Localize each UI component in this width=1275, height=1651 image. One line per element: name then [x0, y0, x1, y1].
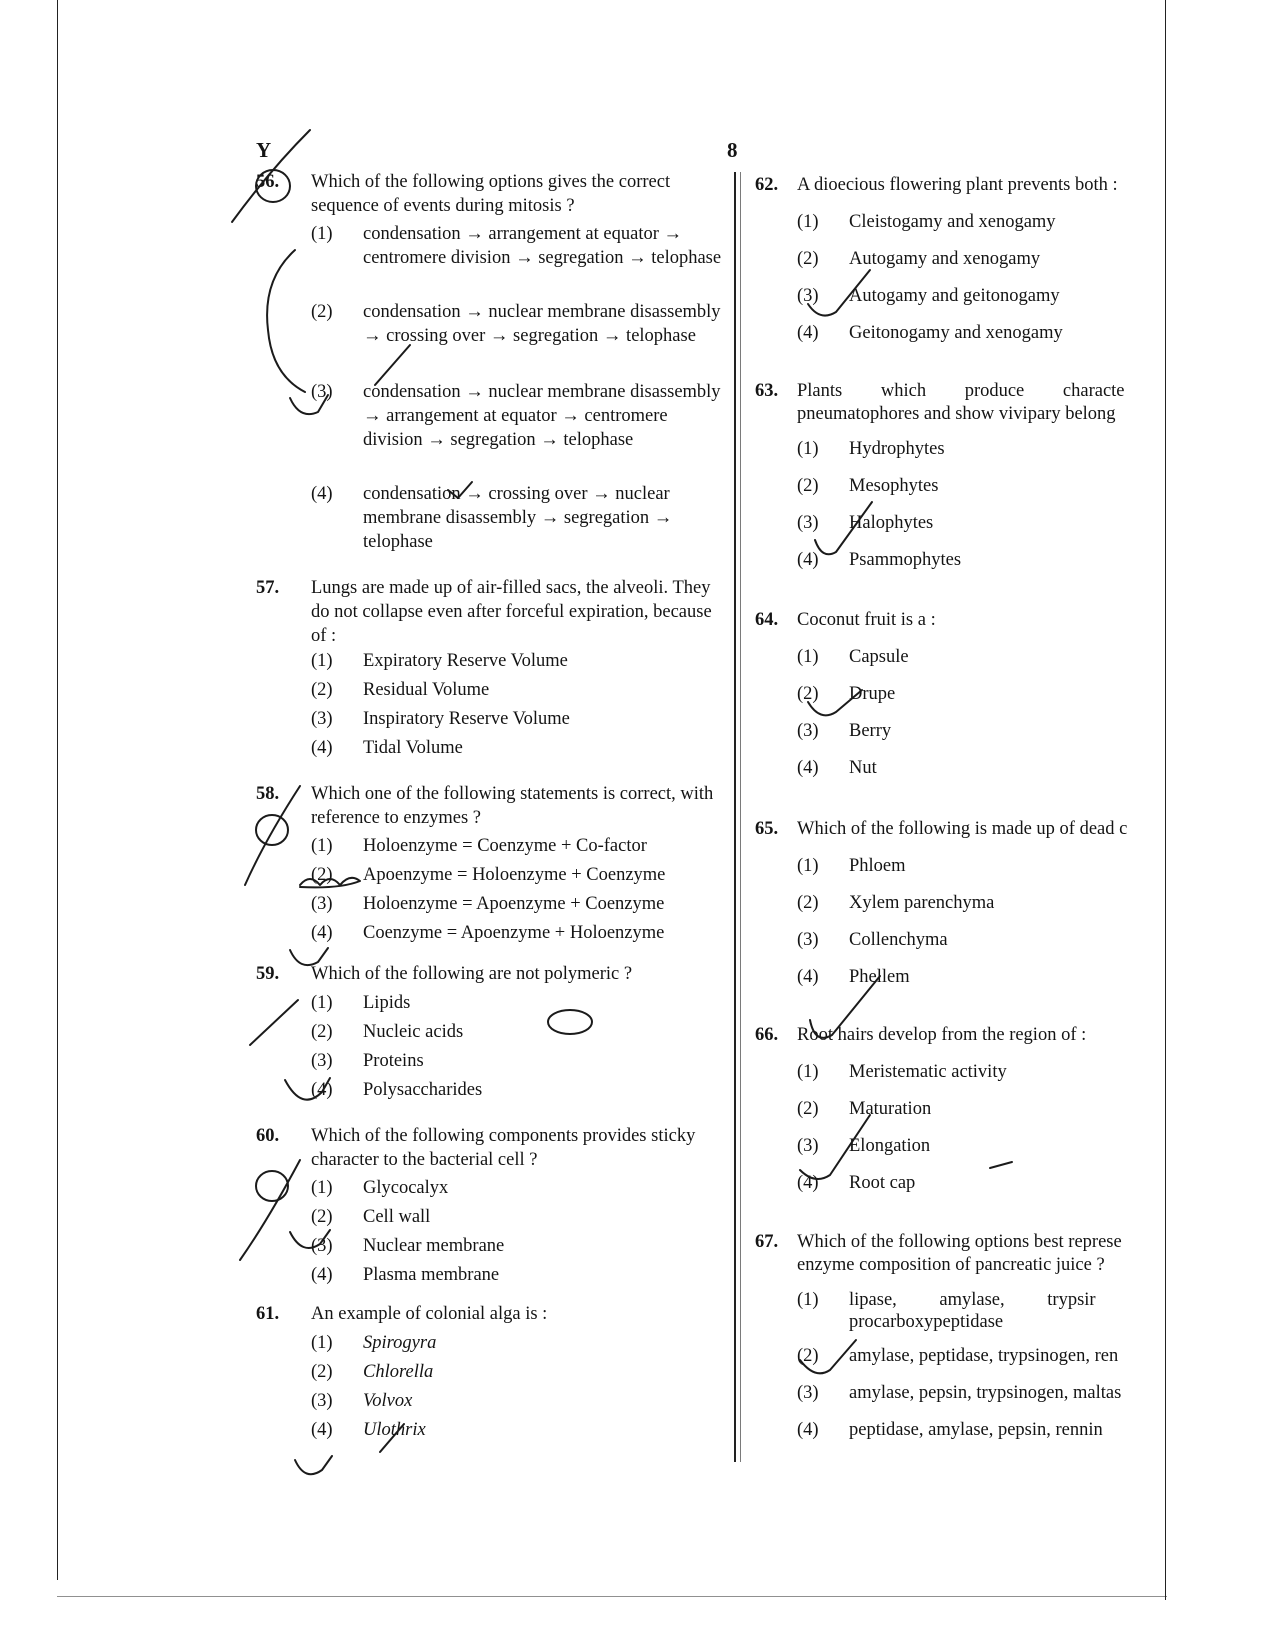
option-text: Coenzyme = Apoenzyme + Holoenzyme — [363, 923, 665, 943]
option-text: Elongation — [849, 1136, 931, 1156]
option-text-line-1: lipase, amylase, trypsir — [849, 1290, 1096, 1310]
option-text: Cell wall — [363, 1207, 431, 1227]
question-number: 64. — [755, 610, 779, 630]
option-text: Phellem — [849, 967, 910, 987]
question-number: 62. — [755, 175, 779, 195]
option-text: Lipids — [363, 993, 411, 1013]
question-text-line-2: enzyme composition of pancreatic juice ? — [797, 1255, 1105, 1275]
question-text: Coconut fruit is a : — [797, 610, 936, 630]
question-text: Which of the following are not polymeric ? — [311, 964, 633, 984]
option-text: Hydrophytes — [849, 439, 945, 459]
question-text: Which of the following components provides sticky character to the bacterial cell ? — [311, 1126, 696, 1170]
question-number: 56. — [256, 172, 280, 192]
question-number: 67. — [755, 1232, 779, 1252]
option-text: Proteins — [363, 1051, 424, 1071]
option-text: Geitonogamy and xenogamy — [849, 323, 1063, 343]
option-text: Residual Volume — [363, 680, 490, 700]
question-text-line-1: Which of the following options best represe — [797, 1232, 1122, 1252]
option-text: Xylem parenchyma — [849, 893, 995, 913]
option-text: condensation → nuclear membrane disassembly → arrangement at equator → centromere division → segregation → telophase — [363, 382, 721, 450]
set-code: Y — [256, 138, 272, 162]
option-text: Collenchyma — [849, 930, 948, 950]
option-text: condensation → nuclear membrane disassembly → crossing over → segregation → telophase — [363, 302, 721, 346]
option-text: Root cap — [849, 1173, 916, 1193]
left-page-border — [57, 0, 58, 1580]
option-text: condensation → arrangement at equator → centromere division → segregation → telophase — [363, 224, 722, 268]
option-text: Apoenzyme = Holoenzyme + Coenzyme — [363, 865, 666, 885]
question-text: Lungs are made up of air-filled sacs, the alveoli. They do not collapse even after forceful expiration, because of : — [311, 578, 712, 646]
question-number: 58. — [256, 784, 280, 804]
question-number: 57. — [256, 578, 280, 598]
option-text: Psammophytes — [849, 550, 962, 570]
column-divider-left — [734, 172, 736, 1462]
option-text: Tidal Volume — [363, 738, 463, 758]
question-number: 65. — [755, 819, 779, 839]
page-number: 8 — [727, 138, 738, 162]
option-text: Inspiratory Reserve Volume — [363, 709, 570, 729]
option-text: amylase, peptidase, trypsinogen, ren — [849, 1346, 1119, 1366]
option-text: Berry — [849, 721, 892, 741]
option-text: Drupe — [849, 684, 896, 704]
option-text: Maturation — [849, 1099, 932, 1119]
option-text: Ulothrix — [363, 1420, 426, 1440]
option-text: Autogamy and xenogamy — [849, 249, 1041, 269]
question-number: 59. — [256, 964, 280, 984]
question-text-line-1: Plants which produce characte — [797, 381, 1125, 401]
option-text-line-2: procarboxypeptidase — [849, 1312, 1004, 1332]
question-text: Which one of the following statements is correct, with reference to enzymes ? — [311, 784, 714, 828]
option-text: Polysaccharides — [363, 1080, 483, 1100]
option-text: Phloem — [849, 856, 906, 876]
option-text: condensation → crossing over → nuclear membrane disassembly → segregation → telophase — [363, 484, 673, 552]
option-text: Holoenzyme = Apoenzyme + Coenzyme — [363, 894, 665, 914]
question-text: Which of the following options gives the correct sequence of events during mitosis ? — [311, 172, 671, 216]
option-text: Expiratory Reserve Volume — [363, 651, 568, 671]
question-text: A dioecious flowering plant prevents both : — [797, 175, 1118, 195]
question-number: 60. — [256, 1126, 280, 1146]
option-text: Holoenzyme = Coenzyme + Co-factor — [363, 836, 647, 856]
right-page-border — [1165, 0, 1166, 1600]
option-text: Chlorella — [363, 1362, 434, 1382]
option-text: amylase, pepsin, trypsinogen, maltas — [849, 1383, 1122, 1403]
option-text: peptidase, amylase, pepsin, rennin — [849, 1420, 1103, 1440]
column-divider-right — [740, 172, 741, 1462]
question-text: Which of the following is made up of dead c — [797, 819, 1128, 839]
question-text: An example of colonial alga is : — [311, 1304, 548, 1324]
option-text: Capsule — [849, 647, 909, 667]
option-text: Halophytes — [849, 513, 934, 533]
option-text: Glycocalyx — [363, 1178, 449, 1198]
option-text: Spirogyra — [363, 1333, 437, 1353]
question-text: Root hairs develop from the region of : — [797, 1025, 1087, 1045]
option-text: Nut — [849, 758, 877, 778]
left-column: 56. Which of the following options gives the correct sequence of events during mitosis ? (1) condensation → arrangement at equator → centromere division → segregation → telophase (2) condensation → nuclear membrane disassembly → crossing over → segregation → telophase (3) condensation → nuclear membrane disassembly → arrangement at equator → centromere division → segregation → telophase (4) condensation → crossing over → nuclear membrane disassembly → segregation → telophase 57. Lungs are made up of air-filled sacs, the alveoli. They do not collapse even after forceful expiration, because of : (1) Expiratory Reserve Volume (2) Residual Volume (3) Inspiratory Reserve Volume (4) Tidal Volume 58. Which one of the following statements is correct, with reference to enzymes ? (1) Holoenzyme = Coenzyme + Co-factor (2) Apoenzyme = Holoenzyme + Coenzyme (3) Holoenzyme = Apoenzyme + Coenzyme (4) Coenzyme = Apoenzyme + Holoenzyme 59. Which of the following are not polymeric ? (1) Lipids (2) Nucleic acids (3) Proteins (4) Polysaccharides 60. Which of the following components provides sticky character to the bacterial cell ? (1) Glycocalyx (2) Cell wall (3) Nuclear membrane (4) Plasma membrane 61. An example of colonial alga is : (1) Spirogyra (2) Chlorella (3) Volvox (4) Ulothrix — [256, 172, 722, 1440]
option-text: Nucleic acids — [363, 1022, 464, 1042]
option-text: Mesophytes — [849, 476, 939, 496]
option-text: Plasma membrane — [363, 1265, 500, 1285]
question-number: 63. — [755, 381, 779, 401]
option-text: Nuclear membrane — [363, 1236, 505, 1256]
option-text: Cleistogamy and xenogamy — [849, 212, 1056, 232]
option-text: Volvox — [363, 1391, 413, 1411]
question-number: 61. — [256, 1304, 280, 1324]
question-number: 66. — [755, 1025, 779, 1045]
option-text: Autogamy and geitonogamy — [849, 286, 1060, 306]
question-text-line-2: pneumatophores and show vivipary belong — [797, 404, 1116, 424]
option-text: Meristematic activity — [849, 1062, 1007, 1082]
right-column: 62. A dioecious flowering plant prevents both : (1) Cleistogamy and xenogamy (2) Autogamy and xenogamy (3) Autogamy and geitonogamy (4) Geitonogamy and xenogamy 63. Plants which produce characte pneumatophores and show vivipary belong (1) Hydrophytes (2) Mesophytes (3) Halophytes (4) Psammophytes 64. Coconut fruit is a : (1) Capsule (2) Drupe (3) Berry (4) Nut 65. Which of the following is made up of dead c (1) Phloem (2) Xylem parenchyma (3) Collenchyma (4) Phellem 66. Root hairs develop from the region of : (1) Meristematic activity (2) Maturation (3) Elongation (4) Root cap 67. Which of the following options best represe enzyme composition of pancreatic juice ? (1) lipase, amylase, trypsir procarboxypeptidase (2) amylase, peptidase, trypsinogen, ren (3) amylase, pepsin, trypsinogen, maltas (4) peptidase, amylase, pepsin, rennin — [755, 0, 1163, 1651]
